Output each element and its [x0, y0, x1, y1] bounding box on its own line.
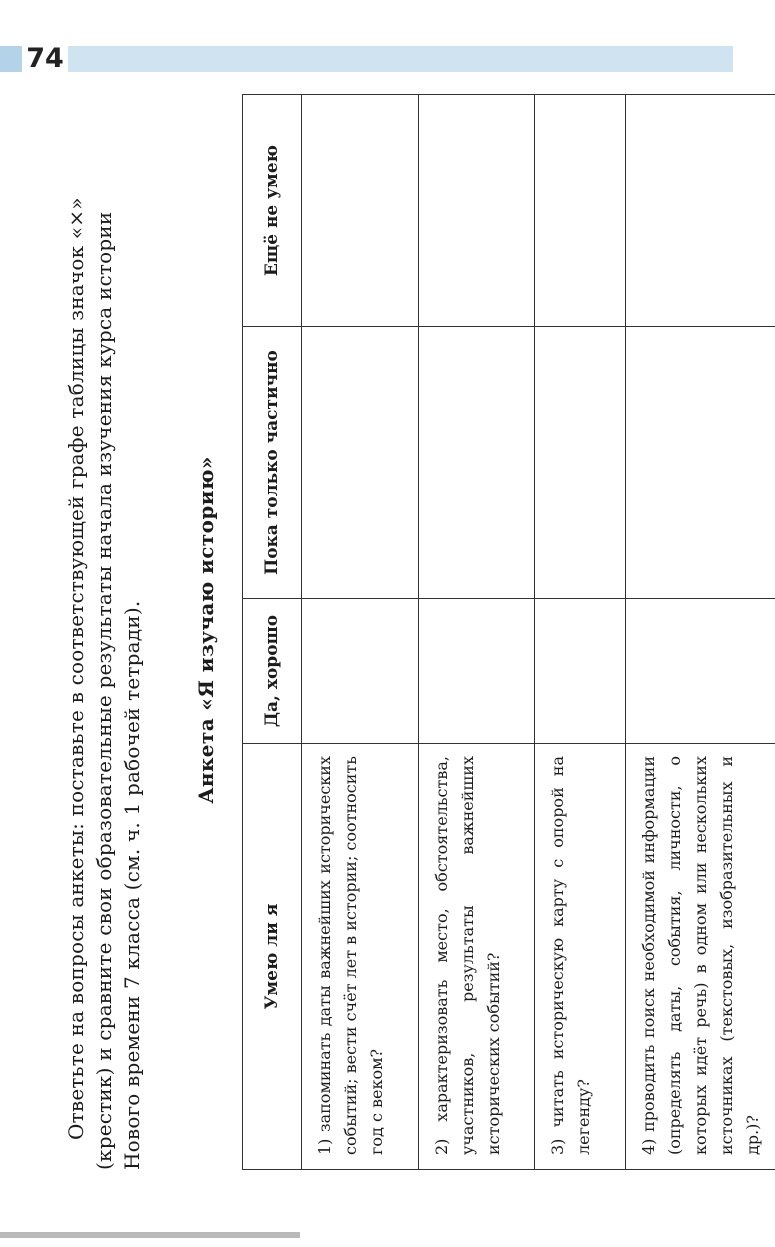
answer-cell-yes[interactable] [535, 599, 626, 744]
question-cell: 1) запоминать даты важнейших исторических событий; вести счёт лет в истории; соотносить год с веком? [302, 744, 419, 1170]
answer-cell-not-yet[interactable] [535, 95, 626, 327]
footer-line [0, 1232, 300, 1238]
instructions-line-1: Ответьте на вопросы анкеты: поставьте в соответствующей графе таблицы значок «×» [64, 197, 88, 1140]
instructions [62, 90, 146, 1170]
instructions-line-2: (крестик) и сравните свои образовательные результаты начала изучения курса истории [92, 211, 116, 1170]
question-cell: 2) характеризовать место, обстоятельства, участников, результаты важнейших исторических событий? [419, 744, 535, 1170]
rotated-content [48, 90, 762, 1170]
instructions-line-3: Нового времени 7 класса (см. ч. 1 рабочей тетради). [120, 600, 144, 1170]
table-row [626, 95, 775, 1170]
answer-cell-yes[interactable] [419, 599, 535, 744]
header-can-i: Умею ли я [243, 744, 302, 1170]
answer-cell-partially[interactable] [419, 327, 535, 599]
answer-cell-yes[interactable] [626, 599, 775, 744]
table-row [302, 95, 419, 1170]
header-yes-well: Да, хорошо [243, 599, 302, 744]
header-band-accent [0, 46, 22, 72]
header-partially: Пока только частично [243, 327, 302, 599]
header-not-yet: Ещё не умею [243, 95, 302, 327]
answer-cell-yes[interactable] [302, 599, 419, 744]
page-number: 74 [22, 42, 68, 76]
survey-title: Анкета «Я изучаю историю» [194, 456, 218, 804]
table-row [535, 95, 626, 1170]
question-cell: 3) читать историческую карту с опорой на легенду? [535, 744, 626, 1170]
table-row [419, 95, 535, 1170]
table-header-row [243, 95, 302, 1170]
header-band [0, 46, 733, 72]
question-cell: 4) проводить поиск необходимой информации (определять даты, события, личности, о которых идёт речь) в одном или нескольких источниках (текстовых, изобразительных и др.)? [626, 744, 775, 1170]
answer-cell-partially[interactable] [535, 327, 626, 599]
survey-table [242, 94, 775, 1170]
answer-cell-not-yet[interactable] [302, 95, 419, 327]
answer-cell-not-yet[interactable] [626, 95, 775, 327]
answer-cell-partially[interactable] [302, 327, 419, 599]
answer-cell-partially[interactable] [626, 327, 775, 599]
answer-cell-not-yet[interactable] [419, 95, 535, 327]
